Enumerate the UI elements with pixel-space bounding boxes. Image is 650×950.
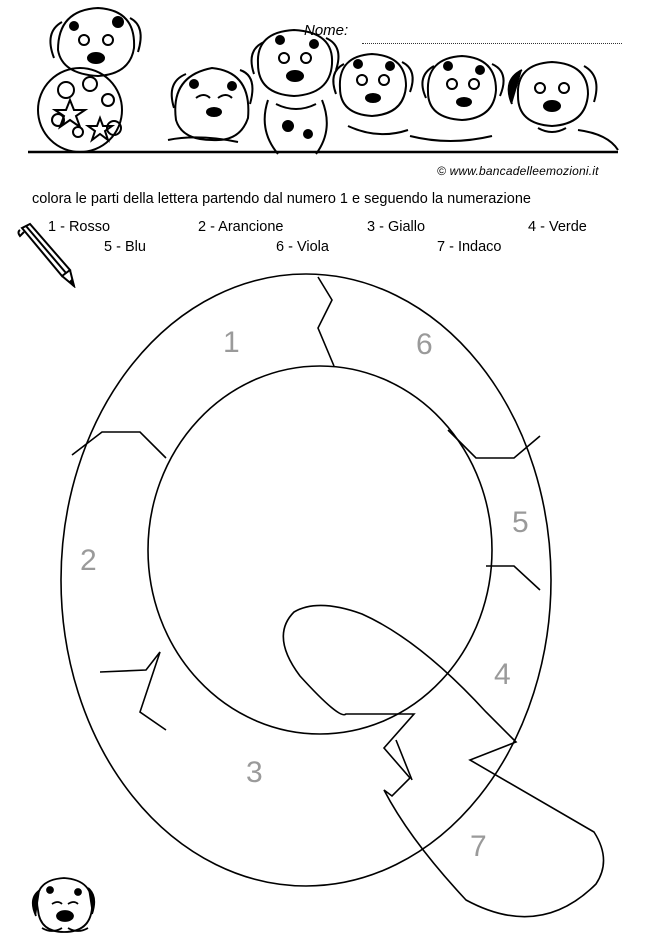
region-number-1: 1	[223, 326, 240, 359]
region-number-5: 5	[512, 506, 529, 539]
q-inner-outline	[148, 366, 492, 734]
region-number-7: 7	[470, 830, 487, 863]
legend-item-6: 6 - Viola	[276, 239, 329, 255]
cut-2-3	[100, 652, 166, 730]
legend-item-4: 4 - Verde	[528, 219, 587, 235]
region-number-3: 3	[246, 756, 263, 789]
legend-item-7: 7 - Indaco	[437, 239, 502, 255]
region-number-6: 6	[416, 328, 433, 361]
name-label: Nome:	[304, 22, 349, 39]
cut-1-2	[72, 432, 166, 458]
cut-3-tail	[396, 740, 412, 780]
instructions-text: colora le parti della lettera partendo dal numero 1 e seguendo la numerazione	[32, 191, 531, 207]
cut-5-4	[486, 566, 540, 590]
legend-item-2: 2 - Arancione	[198, 219, 284, 235]
legend-item-1: 1 - Rosso	[48, 219, 111, 235]
region-number-4: 4	[494, 658, 511, 691]
cut-1-6	[318, 277, 334, 366]
legend-item-5: 5 - Blu	[104, 239, 146, 255]
copyright-text: © www.bancadelleemozioni.it	[437, 164, 599, 178]
q-tail-outline	[283, 605, 603, 916]
footer-puppy-illustration	[28, 870, 100, 938]
region-number-2: 2	[80, 544, 97, 577]
legend-item-3: 3 - Giallo	[367, 219, 426, 235]
